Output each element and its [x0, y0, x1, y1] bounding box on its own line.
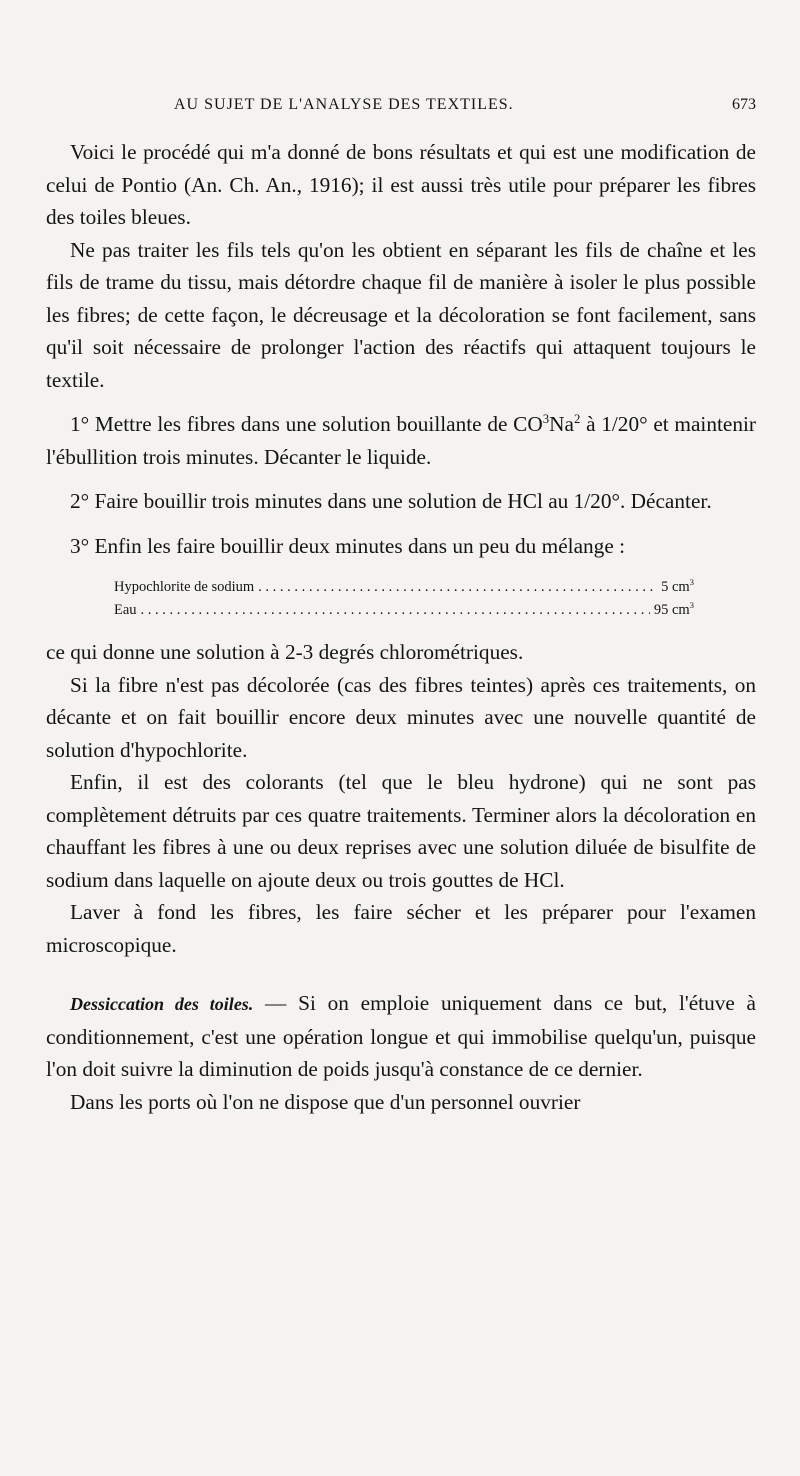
- mixture-row: [114, 599, 694, 622]
- mixture-label: Eau: [114, 602, 137, 618]
- running-title: AU SUJET DE L'ANALYSE DES TEXTILES.: [174, 96, 514, 113]
- step-1: 1° Mettre les fibres dans une solution bouillante de $CO^3Na^2$ à 1/20° et maintenir l'ébullition trois minutes. Décanter le liquide.: [46, 411, 757, 469]
- step-2: 2° Faire bouillir trois minutes dans une solution de HCl au 1/20°. Décanter.: [70, 489, 712, 513]
- paragraph-intro: Voici le procédé qui m'a donné de bons résultats et qui est une modification de celui de Pontio (An. Ch. An., 1916); il est aussi très utile pour préparer les fibres des toiles bleues.: [46, 140, 756, 229]
- paragraph-solution: ce qui donne une solution à 2-3 degrés chlorométriques.: [46, 640, 524, 664]
- paragraph-fibres: Ne pas traiter les fils tels qu'on les obtient en séparant les fils de chaîne et les fils de trame du tissu, mais détordre chaque fil de manière à isoler le plus possible les fibres; de cette façon, le décreusage et la décoloration se font facilement, sans qu'il soit nécessaire de prolonger l'action des réactifs qui attaquent toujours le textile.: [46, 237, 756, 392]
- mixture-value: 5 $cm^3$: [661, 577, 694, 595]
- mixture-value: 95 $cm^3$: [653, 600, 694, 618]
- page: [46, 96, 756, 1118]
- paragraph-ports: Dans les ports où l'on ne dispose que d'un personnel ouvrier: [70, 1089, 581, 1114]
- section-dessiccation: Dessiccation des toiles. — Si on emploie uniquement dans ce but, l'étuve à conditionnement, c'est une opération longue et qui immobilise quelqu'un, puisque l'on doit suivre la diminution de poids jusqu'à constance de ce dernier.: [46, 991, 757, 1081]
- section-title: Dessiccation des toiles.: [70, 994, 254, 1014]
- page-number: 673: [732, 96, 756, 113]
- paragraph-not-decolored: Si la fibre n'est pas décolorée (cas des fibres teintes) après ces traitements, on décante et on fait bouillir encore deux minutes avec une nouvelle quantité de solution d'hypochlorite.: [46, 672, 756, 762]
- leader-dots: [141, 599, 650, 622]
- step-3: 3° Enfin les faire bouillir deux minutes dans un peu du mélange :: [70, 533, 626, 558]
- paragraph-colorants: Enfin, il est des colorants (tel que le bleu hydrone) qui ne sont pas complètement détruits par ces quatre traitements. Terminer alors la décoloration en chauffant les fibres à une ou deux reprises avec une solution diluée de bisulfite de sodium dans laquelle on ajoute deux ou trois gouttes de HCl.: [46, 770, 756, 892]
- running-header: [174, 96, 756, 114]
- mixture-row: [114, 576, 694, 599]
- mixture-table: [114, 576, 694, 622]
- paragraph-wash: Laver à fond les fibres, les faire sécher et les préparer pour l'examen microscopique.: [46, 900, 756, 957]
- mixture-label: Hypochlorite de sodium: [114, 579, 255, 595]
- leader-dots: [258, 576, 657, 599]
